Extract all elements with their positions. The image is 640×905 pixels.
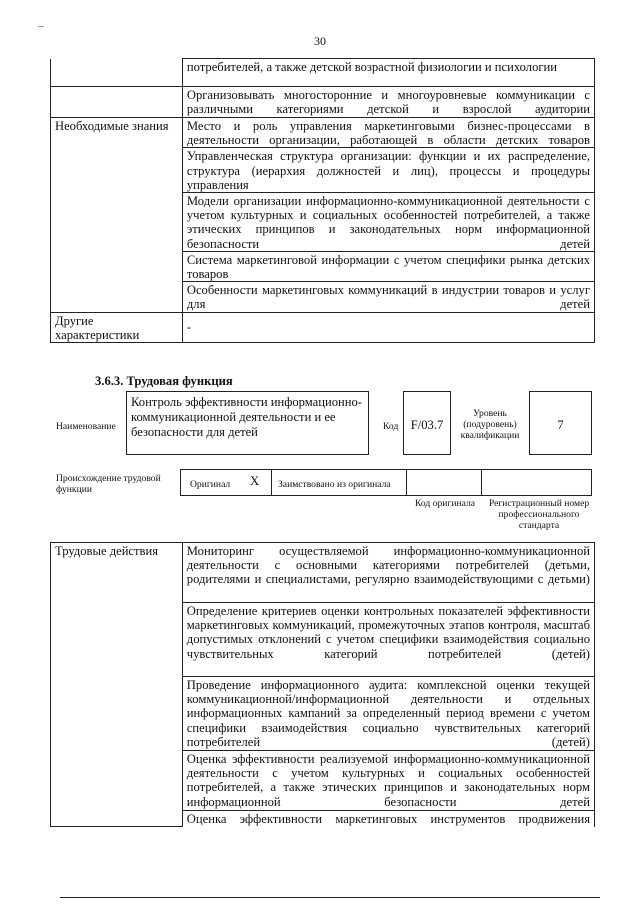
- borrowed-label: Заимствовано из оригинала: [271, 469, 407, 496]
- function-name: Контроль эффективности информационно-коммуникационной деятельности и ее безопасности для детей: [126, 391, 369, 455]
- knowledge-cell: Особенности маркетинговых коммуникаций в индустрии товаров и услуг для детей: [182, 282, 594, 312]
- name-label: Наименование: [56, 421, 116, 432]
- knowledge-label: Необходимые знания: [51, 118, 183, 313]
- action-cell: Оценка эффективности маркетинговых инструментов продвижения: [182, 811, 594, 827]
- action-cell: Оценка эффективности реализуемой информационно-коммуникационной деятельности с учетом культурных и социальных особенностей потребителей, а также этических принципов и законодательных норм информационной безопасности детей: [182, 751, 594, 811]
- original-label: Оригинал: [180, 469, 272, 496]
- corner-mark: –: [38, 18, 44, 32]
- table-row: [51, 59, 595, 87]
- table-row: [51, 543, 595, 603]
- level-value: 7: [529, 391, 592, 455]
- knowledge-cell: Место и роль управления маркетинговыми бизнес-процессами в деятельности организации, работающей в области детских товаров: [182, 118, 594, 148]
- knowledge-cell: Система маркетинговой информации с учетом специфики рынка детских товаров: [182, 251, 594, 281]
- reg-number-label: Регистрационный номер профессионального стандарта: [488, 498, 590, 531]
- level-label: Уровень (подуровень) квалификации: [460, 408, 520, 441]
- skill-cell: Организовывать многосторонние и многоуровневые коммуникации с различными категориями детской и взрослой аудитории: [182, 87, 594, 118]
- knowledge-cell: Модели организации информационно-коммуникационной деятельности с учетом культурных и социальных особенностей потребителей, а также этических принципов и законодательных норм информационной безопасности детей: [182, 193, 594, 252]
- actions-label: Трудовые действия: [51, 543, 183, 827]
- knowledge-table: [50, 58, 595, 343]
- code-original-label: Код оригинала: [414, 498, 476, 509]
- original-mark: X: [250, 474, 260, 488]
- page-bottom-line: [60, 897, 600, 898]
- table-row: [51, 312, 595, 342]
- code-value: F/03.7: [403, 391, 451, 455]
- actions-table: [50, 542, 595, 827]
- knowledge-cell: Управленческая структура организации: функции и их распределение, структура (иерархия должностей и лиц), процессы и процедуры управления: [182, 148, 594, 193]
- code-original-box: [406, 469, 482, 496]
- other-value: -: [182, 312, 594, 342]
- origin-label: Происхождение трудовой функции: [56, 473, 161, 495]
- other-label: Другие характеристики: [51, 312, 183, 342]
- reg-number-box: [481, 469, 592, 496]
- knowledge-cell: потребителей, а также детской возрастной физиологии и психологии: [182, 59, 594, 87]
- action-cell: Мониторинг осуществляемой информационно-коммуникационной деятельности с основными категориями потребителей (детьми, родителями и специалистами, регулярно взаимодействующими с детьми): [182, 543, 594, 603]
- section-title: 3.6.3. Трудовая функция: [95, 374, 233, 388]
- code-label: Код: [383, 421, 399, 432]
- action-cell: Проведение информационного аудита: комплексной оценки текущей коммуникационной/информационной деятельности и отдельных информационных кампаний за определенный период времени с учетом специфики взаимодействия социально чувствительных категорий потребителей (детей): [182, 677, 594, 751]
- page-number: 30: [314, 34, 326, 48]
- table-row: [51, 87, 595, 118]
- table-row: [51, 118, 595, 148]
- action-cell: Определение критериев оценки контрольных показателей эффективности маркетинговых коммуникаций, промежуточных этапов контроля, масштаб допустимых отклонений с учетом специфики взаимодействия социально чувствительных категорий потребителей (детей): [182, 603, 594, 677]
